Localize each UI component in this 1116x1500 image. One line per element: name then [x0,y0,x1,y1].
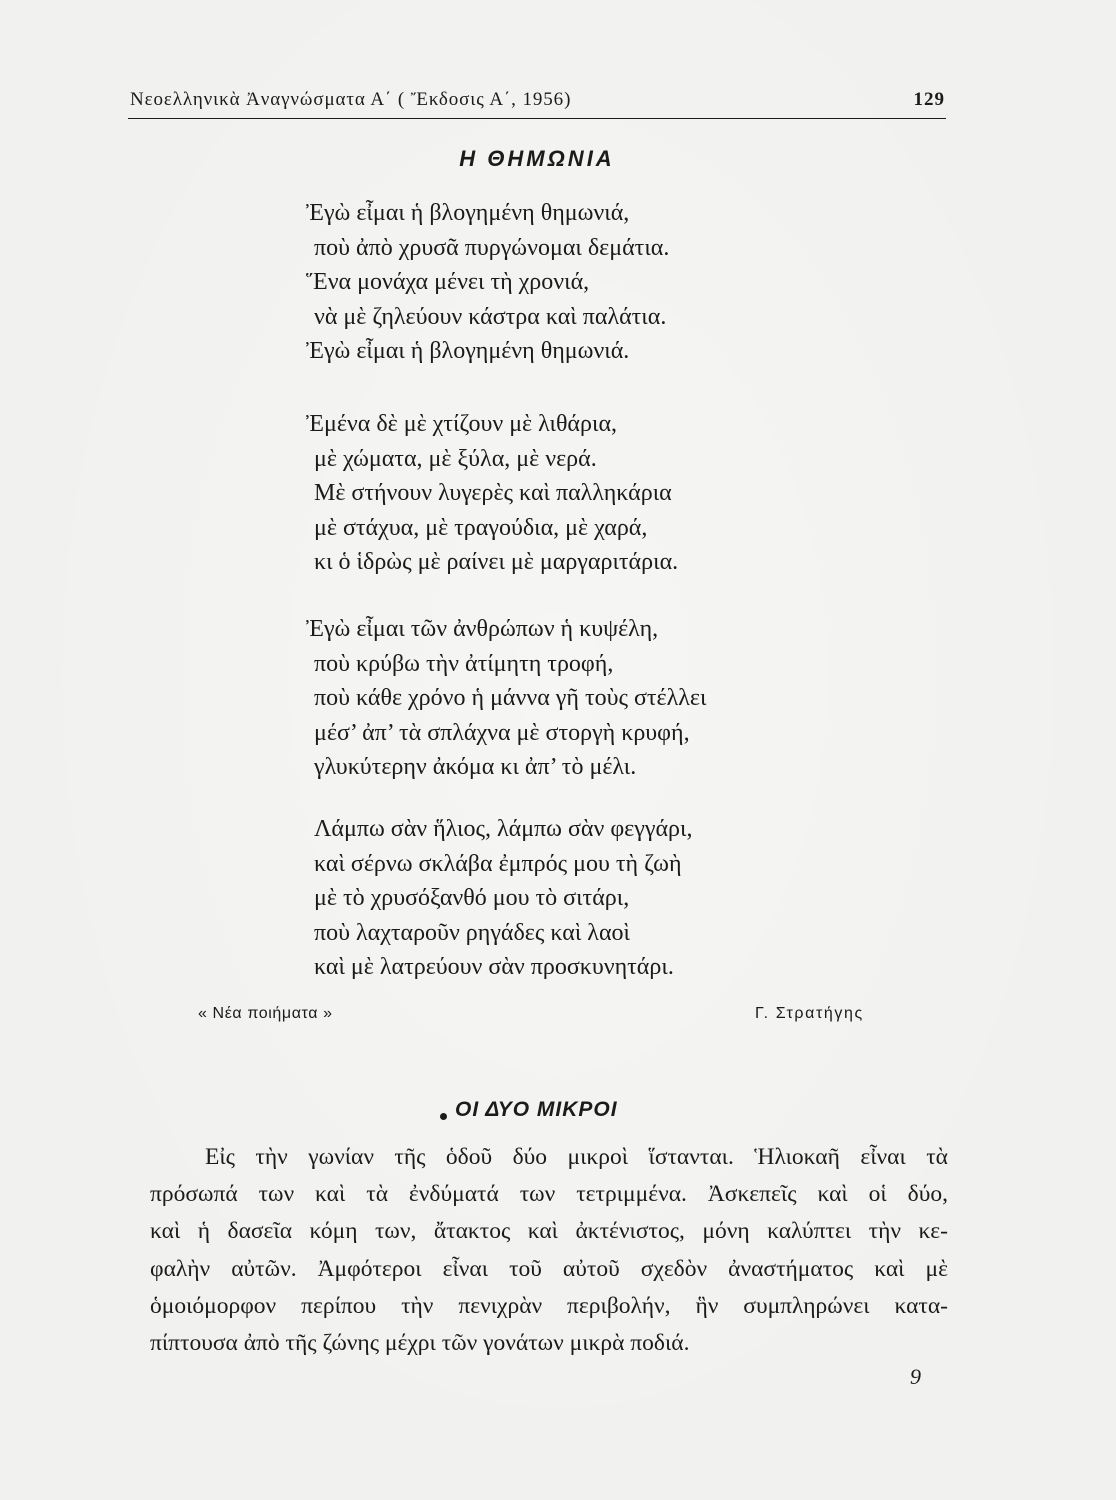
poem-source: « Νέα ποιήματα » [198,1005,333,1022]
stanza-1 [306,196,669,369]
verse-line: κι ὁ ἱδρὼς μὲ ραίνει μὲ μαργαριτάρια. [314,549,679,576]
prose-paragraph [150,1139,948,1362]
section-title: ΟΙ ΔΥΟ ΜΙΚΡΟΙ [455,1098,618,1121]
verse-line: Ἐγὼ εἶμαι ἡ βλογημένη θημωνιά, [306,200,630,226]
prose-line: Εἰς τὴν γωνίαν τῆς ὁδοῦ δύο μικροὶ ἵστανται. Ἡλιοκαῆ εἶναι τὰ [205,1144,948,1170]
verse-line: Μὲ στήνουν λυγερὲς καὶ παλληκάρια [314,480,672,507]
signature-mark: 9 [910,1364,921,1389]
verse-line: Ἐγὼ εἶμαι τῶν ἀνθρώπων ἡ κυψέλη, [306,616,659,642]
running-title: Νεοελληνικὰ Ἀναγνώσματα Α΄ ( Ἔκδοσις Α΄, 1956) [130,89,572,110]
verse-line: μὲ στάχυα, μὲ τραγούδια, μὲ χαρά, [314,514,648,541]
verse-line: μέσ’ ἀπ’ τὰ σπλάχνα μὲ στοργὴ κρυφή, [314,719,690,746]
verse-line: Ἐγὼ εἶμαι ἡ βλογημένη θημωνιά. [306,338,630,365]
stanza-2 [306,407,678,580]
verse-line: γλυκύτερην ἀκόμα κι ἀπ’ τὸ μέλι. [314,754,637,781]
verse-line: καὶ μὲ λατρεύουν σὰν προσκυνητάρι. [314,954,674,981]
verse-line: ποὺ λαχταροῦν ρηγάδες καὶ λαοὶ [314,919,630,946]
verse-line: Λάμπω σὰν ἥλιος, λάμπω σὰν φεγγάρι, [314,816,693,842]
ink-speck [440,1113,447,1120]
stanza-4 [314,812,692,985]
verse-line: Ἐμένα δὲ μὲ χτίζουν μὲ λιθάρια, [306,411,618,437]
verse-line: μὲ τὸ χρυσόξανθό μου τὸ σιτάρι, [314,885,630,912]
prose-line: πίπτουσα ἀπὸ τῆς ζώνης μέχρι τῶν γονάτων μικρὰ ποδιά. [150,1330,690,1357]
prose-line: ὁμοιόμορφον περίπου τὴν πενιχρὰν περιβολήν, ἣν συμπληρώνει κατα- [150,1292,948,1319]
prose-line: καὶ ἡ δασεῖα κόμη των, ἄτακτος καὶ ἀκτένιστος, μόνη καλύπτει τὴν κε- [150,1218,948,1245]
verse-line: καὶ σέρνω σκλάβα ἐμπρός μου τὴ ζωὴ [314,850,682,877]
verse-line: μὲ χώματα, μὲ ξύλα, μὲ νερά. [314,445,597,472]
header-rule [128,118,946,119]
verse-line: Ἕνα μονάχα μένει τὴ χρονιά, [306,269,590,296]
verse-line: ποὺ ἀπὸ χρυσᾶ πυργώνομαι δεμάτια. [314,234,670,261]
prose-line: φαλὴν αὐτῶν. Ἀμφότεροι εἶναι τοῦ αὐτοῦ σχεδὸν ἀναστήματος καὶ μὲ [150,1255,948,1282]
stanza-3 [306,612,706,785]
verse-line: ποὺ κάθε χρόνο ἡ μάννα γῆ τοὺς στέλλει [314,685,707,712]
verse-line: νὰ μὲ ζηλεύουν κάστρα καὶ παλάτια. [314,303,667,330]
verse-line: ποὺ κρύβω τὴν ἀτίμητη τροφή, [314,650,614,677]
poem-title: Η ΘΗΜΩΝΙΑ [459,146,615,171]
poem-author: Γ. Στρατήγης [755,1005,864,1022]
prose-line: πρόσωπά των καὶ τὰ ἐνδύματά των τετριμμένα. Ἀσκεπεῖς καὶ οἱ δύο, [150,1181,948,1208]
page-number: 129 [913,89,945,110]
